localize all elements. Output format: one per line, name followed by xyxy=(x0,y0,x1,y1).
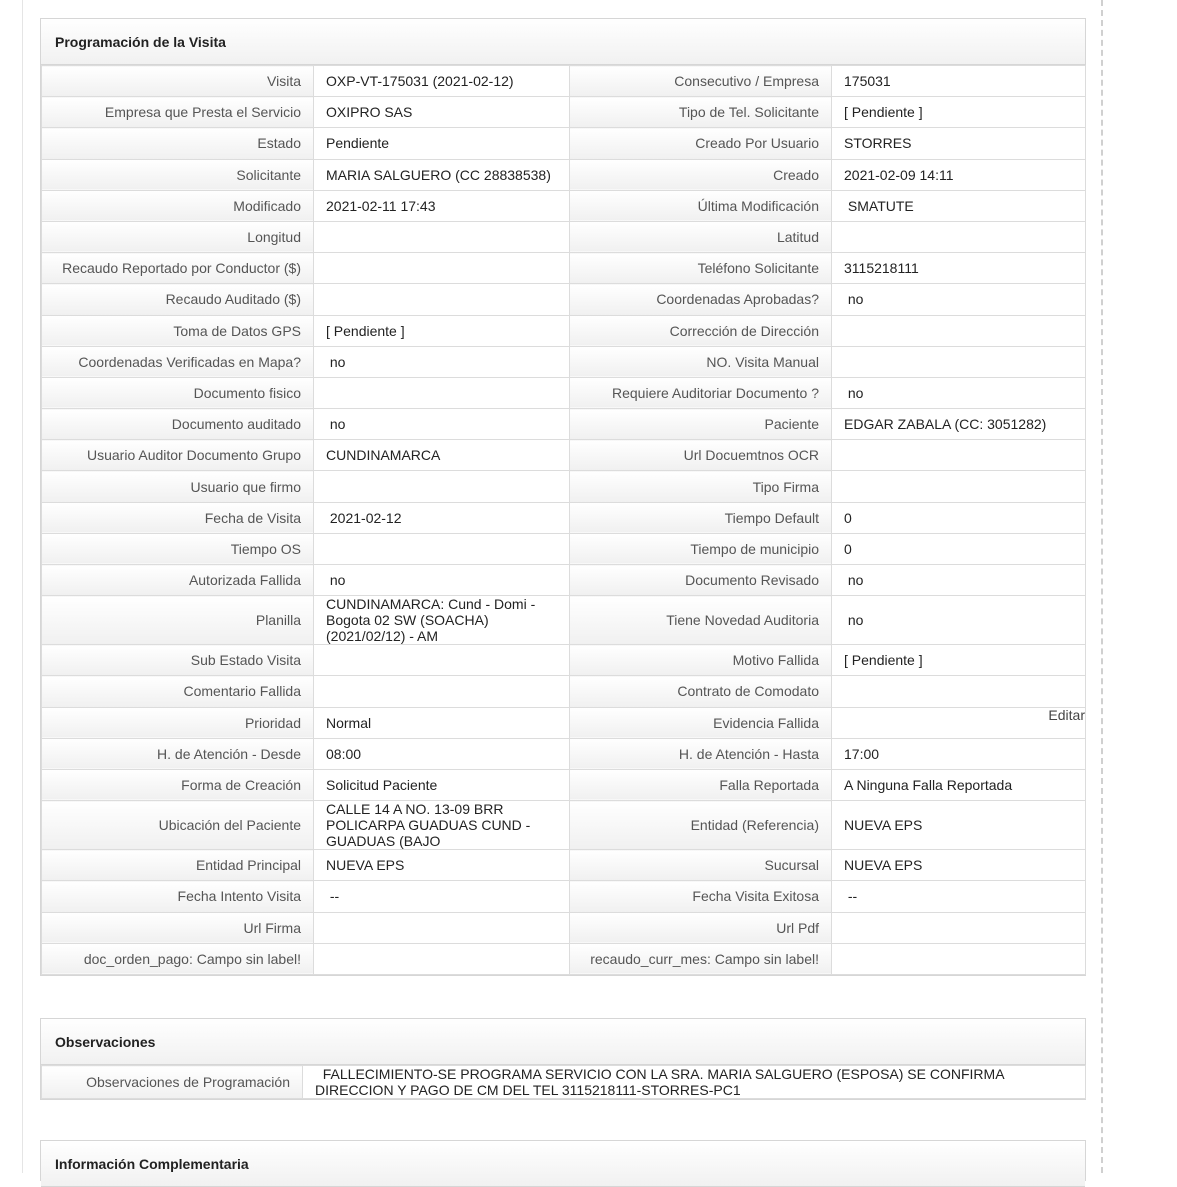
field-label: Documento Revisado xyxy=(570,565,832,596)
field-label: Forma de Creación xyxy=(42,769,314,800)
field-label: Autorizada Fallida xyxy=(42,565,314,596)
field-value: no xyxy=(832,284,1086,315)
field-value: -- xyxy=(314,881,570,912)
table-row xyxy=(42,502,1086,533)
field-value: SMATUTE xyxy=(832,190,1086,221)
field-value: OXIPRO SAS xyxy=(314,97,570,128)
field-value: 17:00 xyxy=(832,738,1086,769)
table-row xyxy=(42,284,1086,315)
field-value xyxy=(314,912,570,943)
field-value: 08:00 xyxy=(314,738,570,769)
field-value: Pendiente xyxy=(314,128,570,159)
field-label: Sucursal xyxy=(570,850,832,881)
field-label: Usuario Auditor Documento Grupo xyxy=(42,440,314,471)
field-label: Url Pdf xyxy=(570,912,832,943)
field-value: 3115218111 xyxy=(832,253,1086,284)
field-value: no xyxy=(832,377,1086,408)
field-label: Entidad (Referencia) xyxy=(570,801,832,850)
field-value xyxy=(314,645,570,676)
table-row xyxy=(42,707,1086,738)
field-label: Prioridad xyxy=(42,707,314,738)
field-value: CALLE 14 A NO. 13-09 BRR POLICARPA GUADUAS CUND - GUADUAS (BAJO xyxy=(314,801,570,850)
field-label: NO. Visita Manual xyxy=(570,346,832,377)
field-label: Entidad Principal xyxy=(42,850,314,881)
field-label: Planilla xyxy=(42,596,314,645)
field-value: STORRES xyxy=(832,128,1086,159)
field-label: Paciente xyxy=(570,409,832,440)
editar-link[interactable]: Editar xyxy=(1048,707,1085,723)
page-right-divider xyxy=(1101,0,1103,1173)
field-label: Fecha Visita Exitosa xyxy=(570,881,832,912)
field-value: CUNDINAMARCA xyxy=(314,440,570,471)
table-row xyxy=(42,440,1086,471)
field-label: Latitud xyxy=(570,221,832,252)
field-label: Documento fisico xyxy=(42,377,314,408)
field-value xyxy=(314,221,570,252)
field-label: Tiene Novedad Auditoria xyxy=(570,596,832,645)
field-value: EDGAR ZABALA (CC: 3051282) xyxy=(832,409,1086,440)
table-row xyxy=(42,596,1086,645)
field-value xyxy=(832,315,1086,346)
table-row xyxy=(42,221,1086,252)
field-label: Tipo Firma xyxy=(570,471,832,502)
field-value: 2021-02-11 17:43 xyxy=(314,190,570,221)
field-value xyxy=(832,440,1086,471)
field-value: -- xyxy=(832,881,1086,912)
table-row xyxy=(42,801,1086,850)
field-value xyxy=(832,943,1086,974)
field-label: H. de Atención - Desde xyxy=(42,738,314,769)
field-value: 175031 xyxy=(832,66,1086,97)
field-label: Usuario que firmo xyxy=(42,471,314,502)
field-value: MARIA SALGUERO (CC 28838538) xyxy=(314,159,570,190)
field-value: no xyxy=(832,565,1086,596)
field-label: Tiempo de municipio xyxy=(570,533,832,564)
field-value xyxy=(832,912,1086,943)
observaciones-row xyxy=(42,1066,1086,1099)
field-value: no xyxy=(314,565,570,596)
field-value: Solicitud Paciente xyxy=(314,769,570,800)
field-value xyxy=(314,533,570,564)
field-value xyxy=(314,253,570,284)
field-value xyxy=(314,943,570,974)
table-row xyxy=(42,850,1086,881)
table-row xyxy=(42,533,1086,564)
table-row xyxy=(42,565,1086,596)
observaciones-table xyxy=(41,1065,1086,1099)
field-value: [ Pendiente ] xyxy=(832,645,1086,676)
table-row xyxy=(42,97,1086,128)
table-row xyxy=(42,738,1086,769)
field-value: 0 xyxy=(832,502,1086,533)
field-label: Modificado xyxy=(42,190,314,221)
field-value xyxy=(314,377,570,408)
field-label: Recaudo Reportado por Conductor ($) xyxy=(42,253,314,284)
field-value xyxy=(832,676,1086,707)
field-value: OXP-VT-175031 (2021-02-12) xyxy=(314,66,570,97)
field-value xyxy=(832,221,1086,252)
field-label: Falla Reportada xyxy=(570,769,832,800)
field-label: Visita xyxy=(42,66,314,97)
field-label: Requiere Auditoriar Documento ? xyxy=(570,377,832,408)
field-value xyxy=(314,284,570,315)
field-label: Coordenadas Verificadas en Mapa? xyxy=(42,346,314,377)
field-label: Coordenadas Aprobadas? xyxy=(570,284,832,315)
observaciones-label: Observaciones de Programación xyxy=(42,1066,303,1099)
field-value: A Ninguna Falla Reportada xyxy=(832,769,1086,800)
programacion-table xyxy=(41,65,1086,975)
field-label: Estado xyxy=(42,128,314,159)
field-label: Fecha de Visita xyxy=(42,502,314,533)
table-row xyxy=(42,315,1086,346)
field-label: Última Modificación xyxy=(570,190,832,221)
table-row xyxy=(42,190,1086,221)
field-label: Tipo de Tel. Solicitante xyxy=(570,97,832,128)
field-value: NUEVA EPS xyxy=(832,850,1086,881)
field-label: doc_orden_pago: Campo sin label! xyxy=(42,943,314,974)
table-row xyxy=(42,377,1086,408)
field-label: Toma de Datos GPS xyxy=(42,315,314,346)
field-label: Solicitante xyxy=(42,159,314,190)
programacion-title: Programación de la Visita xyxy=(41,19,1085,65)
table-row xyxy=(42,159,1086,190)
field-value: CUNDINAMARCA: Cund - Domi - Bogota 02 SW (SOACHA) (2021/02/12) - AM xyxy=(314,596,570,645)
observaciones-panel xyxy=(40,1018,1086,1100)
field-label: Tiempo OS xyxy=(42,533,314,564)
table-row xyxy=(42,409,1086,440)
field-label: Url Docuemtnos OCR xyxy=(570,440,832,471)
field-value: no xyxy=(832,596,1086,645)
table-row xyxy=(42,346,1086,377)
field-value: 2021-02-12 xyxy=(314,502,570,533)
table-row xyxy=(42,645,1086,676)
field-value: Normal xyxy=(314,707,570,738)
field-label: Consecutivo / Empresa xyxy=(570,66,832,97)
programacion-panel xyxy=(40,18,1086,976)
field-value: 0 xyxy=(832,533,1086,564)
table-row xyxy=(42,881,1086,912)
field-value: 2021-02-09 14:11 xyxy=(832,159,1086,190)
field-value: [ Pendiente ] xyxy=(314,315,570,346)
field-label: Creado xyxy=(570,159,832,190)
field-value: NUEVA EPS xyxy=(314,850,570,881)
field-label: Evidencia Fallida xyxy=(570,707,832,738)
field-label: H. de Atención - Hasta xyxy=(570,738,832,769)
field-label: Comentario Fallida xyxy=(42,676,314,707)
field-value: [ Pendiente ] xyxy=(832,97,1086,128)
field-value xyxy=(832,346,1086,377)
table-row xyxy=(42,66,1086,97)
field-label: Longitud xyxy=(42,221,314,252)
observaciones-title: Observaciones xyxy=(41,1019,1085,1065)
field-value xyxy=(832,707,1086,738)
field-value: NUEVA EPS xyxy=(832,801,1086,850)
table-row xyxy=(42,943,1086,974)
table-row xyxy=(42,471,1086,502)
field-label: Recaudo Auditado ($) xyxy=(42,284,314,315)
field-label: Documento auditado xyxy=(42,409,314,440)
field-label: Fecha Intento Visita xyxy=(42,881,314,912)
complementaria-panel xyxy=(40,1140,1086,1181)
field-label: Creado Por Usuario xyxy=(570,128,832,159)
observaciones-value: FALLECIMIENTO-SE PROGRAMA SERVICIO CON LA SRA. MARIA SALGUERO (ESPOSA) SE CONFIRMA DIRECCION Y PAGO DE CM DEL TEL 3115218111-STORRES-PC1 xyxy=(303,1066,1086,1099)
field-label: Url Firma xyxy=(42,912,314,943)
field-value xyxy=(314,676,570,707)
table-row xyxy=(42,128,1086,159)
table-row xyxy=(42,676,1086,707)
field-value: no xyxy=(314,346,570,377)
page-left-border xyxy=(22,0,23,1173)
complementaria-title: Información Complementaria xyxy=(41,1141,1085,1187)
field-value: no xyxy=(314,409,570,440)
field-label: Motivo Fallida xyxy=(570,645,832,676)
field-label: Contrato de Comodato xyxy=(570,676,832,707)
table-row xyxy=(42,253,1086,284)
field-label: Empresa que Presta el Servicio xyxy=(42,97,314,128)
field-label: Ubicación del Paciente xyxy=(42,801,314,850)
field-value xyxy=(832,471,1086,502)
field-label: Corrección de Dirección xyxy=(570,315,832,346)
table-row xyxy=(42,769,1086,800)
field-label: recaudo_curr_mes: Campo sin label! xyxy=(570,943,832,974)
field-label: Teléfono Solicitante xyxy=(570,253,832,284)
field-value xyxy=(314,471,570,502)
field-label: Tiempo Default xyxy=(570,502,832,533)
field-label: Sub Estado Visita xyxy=(42,645,314,676)
table-row xyxy=(42,912,1086,943)
